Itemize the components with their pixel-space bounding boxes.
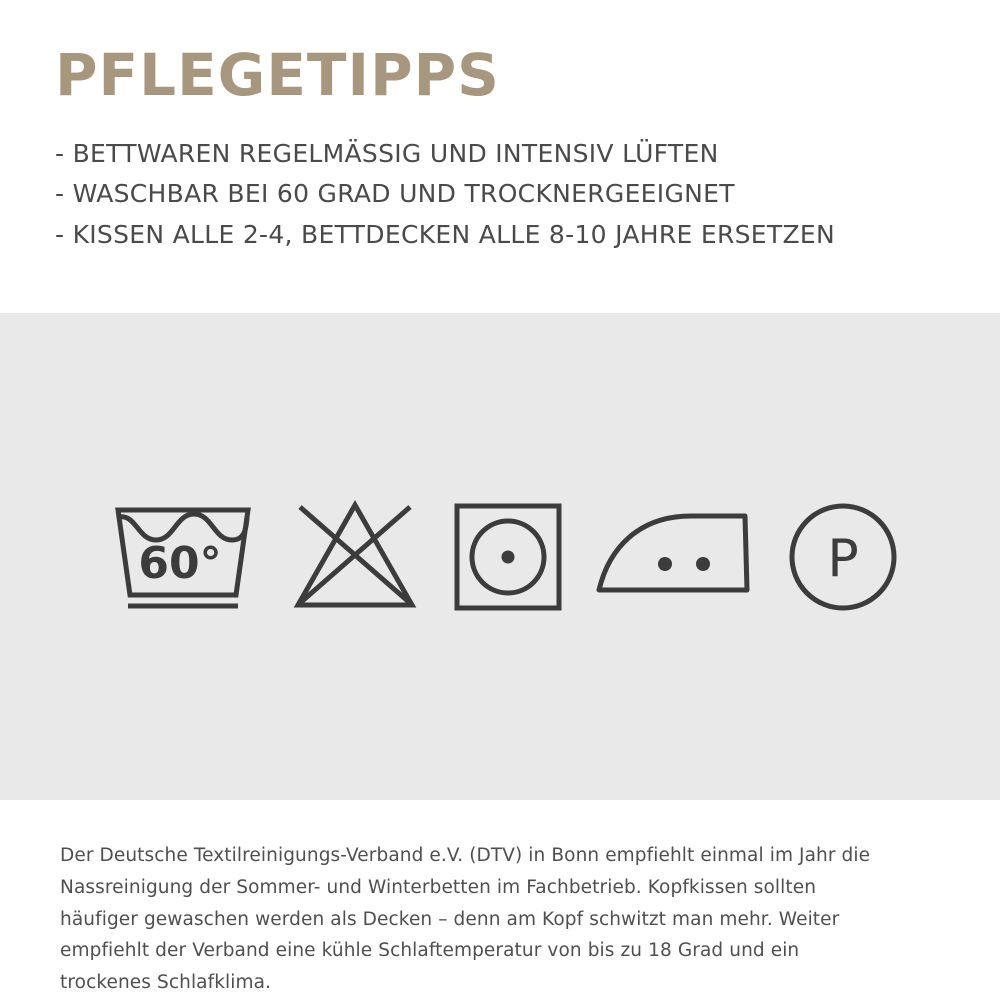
footer-section [0, 800, 1000, 1000]
care-symbols-band [0, 313, 1000, 800]
svg-text:60°: 60° [137, 537, 222, 589]
wash-60-icon [108, 492, 258, 622]
svg-text:P: P [826, 528, 859, 589]
tumble-dry-icon [453, 502, 563, 612]
professional-clean-p-icon [788, 502, 898, 612]
tip-item-1: - BETTWAREN REGELMÄSSIG UND INTENSIV LÜFTEN [55, 138, 719, 168]
tip-item-2: - WASCHBAR BEI 60 GRAD UND TROCKNERGEEIGNET [55, 179, 735, 209]
page-title: PFLEGETIPPS [55, 41, 500, 109]
care-symbols-row [108, 492, 898, 622]
tips-section [0, 0, 1000, 313]
footer-paragraph: Der Deutsche Textilreinigungs-Verband e.V. (DTV) in Bonn empfiehlt einmal im Jahr die Nassreinigung der Sommer- und Winterbetten im Fachbetrieb. Kopfkissen sollten häufiger gewaschen werden als Decken – denn am Kopf schwitzt man mehr. Weiter empfiehlt der Verband eine kühle Schlaftemperatur von bis zu 18 Grad und ein trockenes Schlafklima. [60, 845, 871, 994]
no-bleach-icon [290, 497, 420, 617]
tips-list [55, 134, 945, 256]
tip-item-3: - KISSEN ALLE 2-4, BETTDECKEN ALLE 8-10 JAHRE ERSETZEN [55, 219, 835, 249]
iron-icon [595, 502, 755, 612]
